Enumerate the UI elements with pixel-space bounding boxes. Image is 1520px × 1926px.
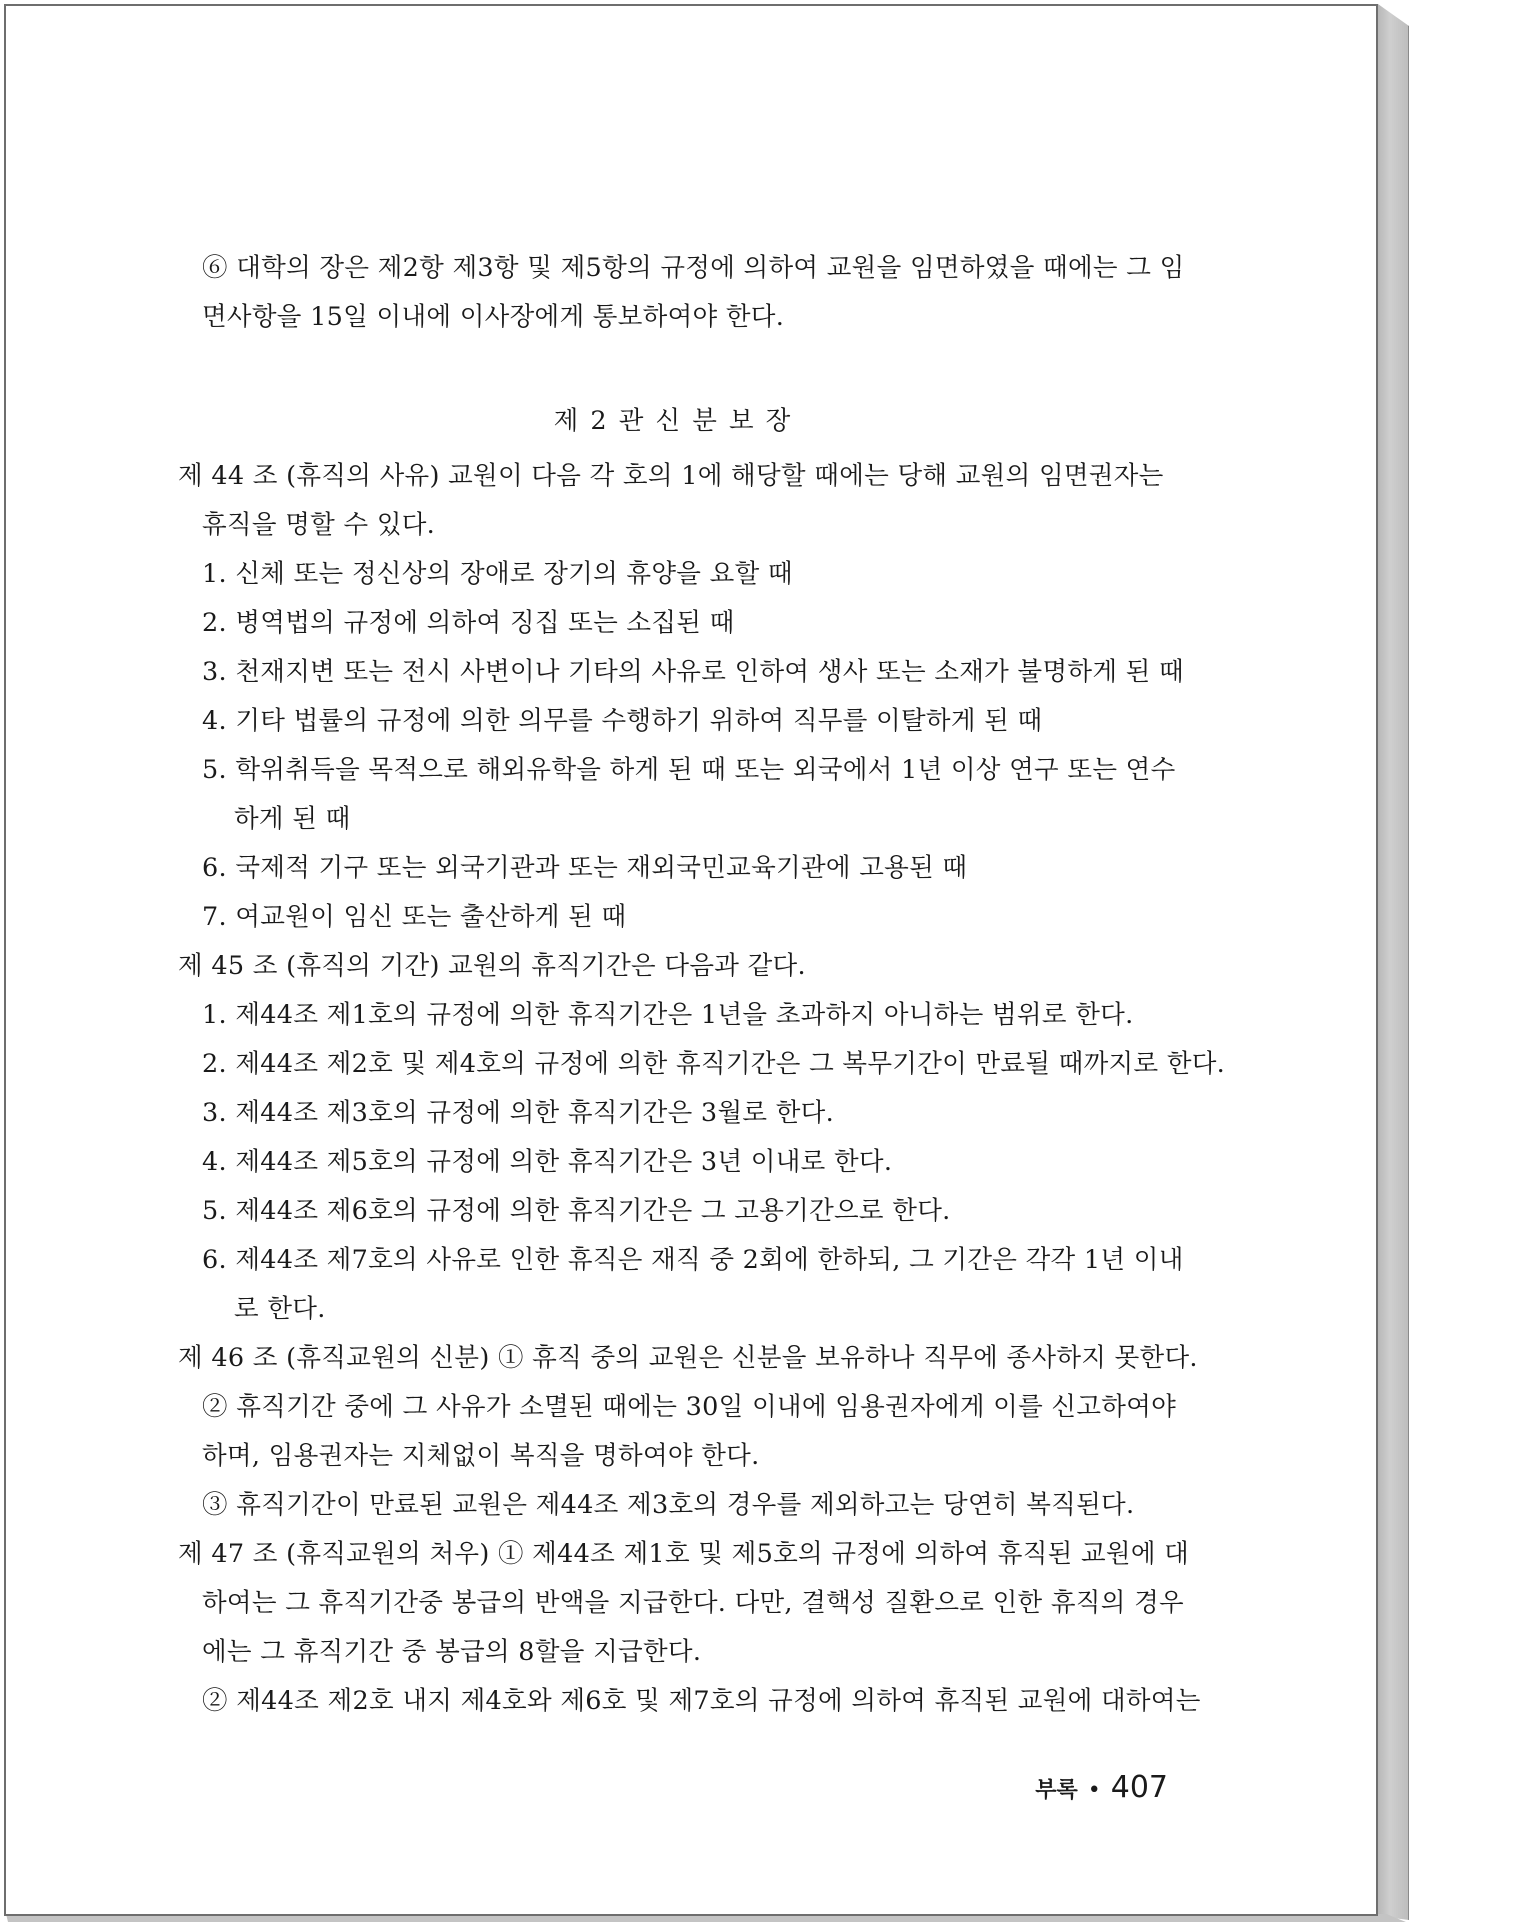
- text-line: 제 44 조 (휴직의 사유) 교원이 다음 각 호의 1에 해당할 때에는 당해 교원의 임면권자는: [178, 461, 1164, 491]
- text-line: 4. 기타 법률의 규정에 의한 의무를 수행하기 위하여 직무를 이탈하게 된 때: [202, 706, 1043, 736]
- text-line: 1. 신체 또는 정신상의 장애로 장기의 휴양을 요할 때: [202, 559, 793, 589]
- page-footer: [1035, 1770, 1168, 1805]
- text-line: 제 47 조 (휴직교원의 처우) ① 제44조 제1호 및 제5호의 규정에 의하여 휴직된 교원에 대: [178, 1539, 1190, 1569]
- text-line: ⑥ 대학의 장은 제2항 제3항 및 제5항의 규정에 의하여 교원을 임면하였을 때에는 그 임: [202, 253, 1185, 283]
- document-body: [178, 244, 1226, 1726]
- text-line: 로 한다.: [234, 1294, 326, 1324]
- articles-body: [178, 452, 1226, 1726]
- text-line: ② 제44조 제2호 내지 제4호와 제6호 및 제7호의 규정에 의하여 휴직된 교원에 대하여는: [202, 1686, 1201, 1716]
- text-line: 제 45 조 (휴직의 기간) 교원의 휴직기간은 다음과 같다.: [178, 951, 806, 981]
- text-line: ③ 휴직기간이 만료된 교원은 제44조 제3호의 경우를 제외하고는 당연히 복직된다.: [202, 1490, 1135, 1520]
- text-line: 3. 천재지변 또는 전시 사변이나 기타의 사유로 인하여 생사 또는 소재가 불명하게 된 때: [202, 657, 1184, 687]
- text-line: 하며, 임용권자는 지체없이 복직을 명하여야 한다.: [202, 1441, 760, 1471]
- text-line: 하여는 그 휴직기간중 봉급의 반액을 지급한다. 다만, 결핵성 질환으로 인한 휴직의 경우: [202, 1588, 1184, 1618]
- text-line: 3. 제44조 제3호의 규정에 의한 휴직기간은 3월로 한다.: [202, 1098, 834, 1128]
- text-line: 4. 제44조 제5호의 규정에 의한 휴직기간은 3년 이내로 한다.: [202, 1147, 893, 1177]
- footer-label: 부록: [1035, 1778, 1078, 1803]
- text-line: ② 휴직기간 중에 그 사유가 소멸된 때에는 30일 이내에 임용권자에게 이를 신고하여야: [202, 1392, 1177, 1422]
- text-line: 5. 제44조 제6호의 규정에 의한 휴직기간은 그 고용기간으로 한다.: [202, 1196, 951, 1226]
- section-heading: 제 2 관 신 분 보 장: [553, 406, 793, 436]
- text-line: 5. 학위취득을 목적으로 해외유학을 하게 된 때 또는 외국에서 1년 이상 연구 또는 연수: [202, 755, 1176, 785]
- text-line: 제 46 조 (휴직교원의 신분) ① 휴직 중의 교원은 신분을 보유하나 직무에 종사하지 못한다.: [178, 1343, 1198, 1373]
- text-line: 7. 여교원이 임신 또는 출산하게 된 때: [202, 902, 627, 932]
- section-gap: [178, 342, 1168, 390]
- text-line: 2. 제44조 제2호 및 제4호의 규정에 의한 휴직기간은 그 복무기간이 만료될 때까지로 한다.: [202, 1049, 1226, 1079]
- text-line: 하게 된 때: [234, 804, 351, 834]
- text-line: 6. 국제적 기구 또는 외국기관과 또는 재외국민교육기관에 고용된 때: [202, 853, 968, 883]
- page-number: 407: [1110, 1770, 1168, 1805]
- text-line: 1. 제44조 제1호의 규정에 의한 휴직기간은 1년을 초과하지 아니하는 범위로 한다.: [202, 1000, 1134, 1030]
- page-edge-right: [1378, 4, 1409, 1920]
- text-line: 6. 제44조 제7호의 사유로 인한 휴직은 재직 중 2회에 한하되, 그 기간은 각각 1년 이내: [202, 1245, 1184, 1275]
- text-line: 휴직을 명할 수 있다.: [202, 510, 436, 540]
- text-line: 에는 그 휴직기간 중 봉급의 8할을 지급한다.: [202, 1637, 702, 1667]
- footer-separator-dot: •: [1087, 1778, 1101, 1803]
- text-line: 2. 병역법의 규정에 의하여 징집 또는 소집된 때: [202, 608, 735, 638]
- text-line: 면사항을 15일 이내에 이사장에게 통보하여야 한다.: [202, 302, 785, 332]
- top-paragraph: [178, 244, 1185, 342]
